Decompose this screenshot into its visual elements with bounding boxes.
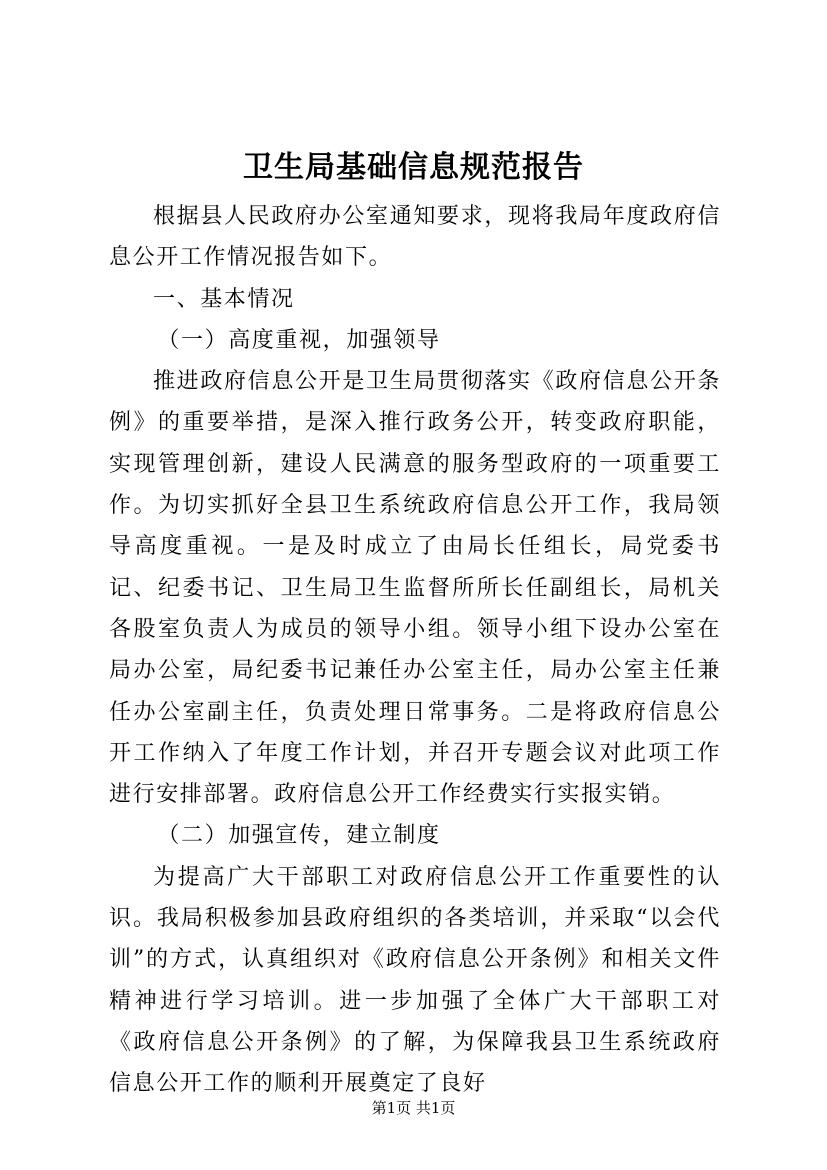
document-body: [109, 196, 721, 1105]
section-heading-basic-situation: 一、基本情况: [153, 286, 295, 312]
paragraph-leadership: 推进政府信息公开是卫生局贯彻落实《政府信息公开条例》的重要举措，是深入推行政务公开，转变政府职能，实现管理创新，建设人民满意的服务型政府的一项重要工作。为切实抓好全县卫生系统政府信息公开工作，我局领导高度重视。一是及时成立了由局长任组长，局党委书记、纪委书记、卫生局卫生监督所所长任副组长，局机关各股室负责人为成员的领导小组。领导小组下设办公室在局办公室，局纪委书记兼任办公室主任，局办公室主任兼任办公室副主任，负责处理日常事务。二是将政府信息公开工作纳入了年度工作计划，并召开专题会议对此项工作进行安排部署。政府信息公开工作经费实行实报实销。: [109, 369, 721, 808]
document-title: 卫生局基础信息规范报告: [243, 150, 584, 185]
subsection-heading-publicity: （二）加强宣传，建立制度: [157, 823, 441, 849]
subsection-heading-leadership: （一）高度重视，加强领导: [157, 327, 441, 353]
paragraph-publicity: 为提高广大干部职工对政府信息公开工作重要性的认识。我局积极参加县政府组织的各类培训，并采取“以会代训”的方式，认真组织对《政府信息公开条例》和相关文件精神进行学习培训。进一步加强了全体广大干部职工对《政府信息公开条例》的了解，为保障我县卫生系统政府信息公开工作的顺利开展奠定了良好: [109, 864, 721, 1097]
page-number-footer: 第1页 共1页: [371, 1099, 456, 1117]
paragraph-intro: 根据县人民政府办公室通知要求，现将我局年度政府信息公开工作情况报告如下。: [109, 204, 721, 271]
